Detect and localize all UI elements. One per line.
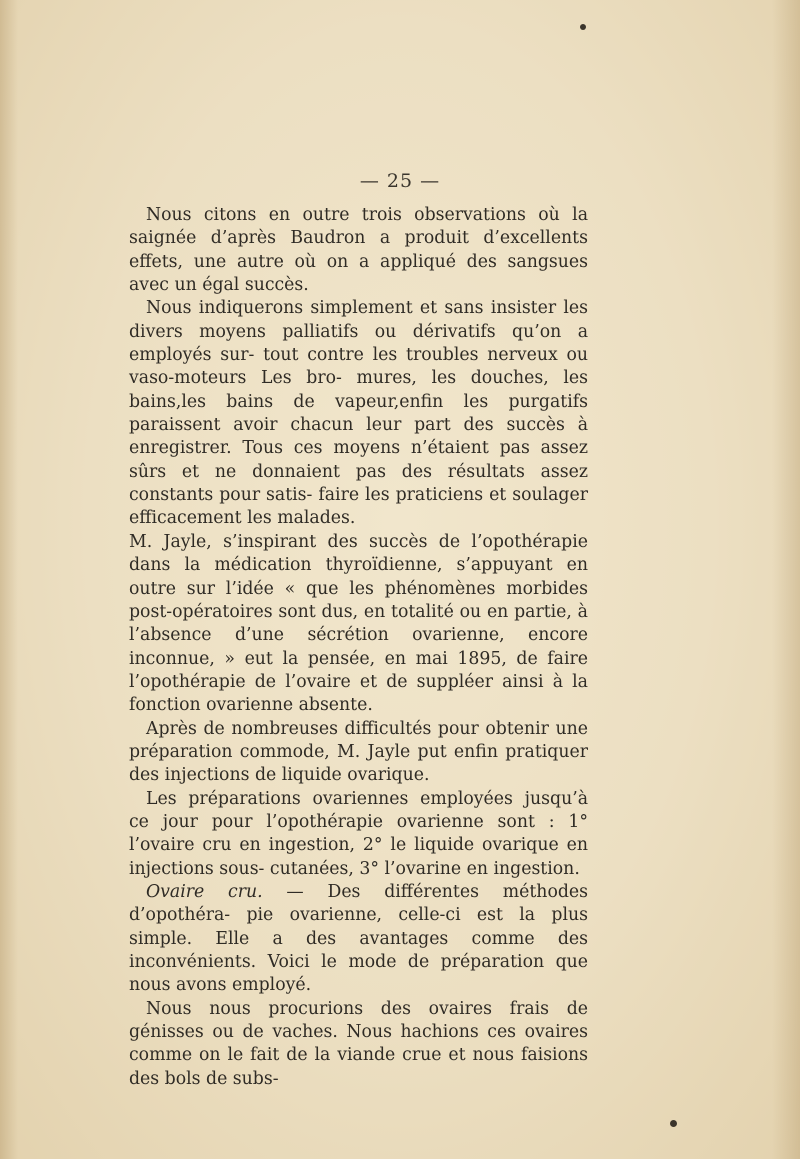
section-text: — Des différentes méthodes d’opothéra- pie ovarienne, celle-ci est la plus simple. Elle a des avantages comme des inconvénients. Voici le mode de préparation que nous avons employé. <box>129 881 589 996</box>
page-number: — 25 — <box>359 170 441 192</box>
paragraph-last: Nous nous procurions des ovaires frais de génisses ou de vaches. Nous hachions ces ovaires comme on le fait de la viande crue et nous faisions des bols de subs- <box>129 998 588 1089</box>
section-heading: Ovaire cru. <box>146 881 263 902</box>
body-text <box>129 204 588 1091</box>
paragraph-2: Nous indiquerons simplement et sans insister les divers moyens palliatifs ou dérivatifs qu’on a employés sur- tout contre les troubles nerveux ou vaso-moteurs Les bro- mures, les douches, les bains,les bains de vapeur,enfin les purgatifs paraissent avoir chacun leur part des succès à enregistrer. Tous ces moyens n’étaient pas assez sûrs et ne donnaient pas des résultats assez constants pour satis- faire les praticiens et soulager efficacement les malades. <box>129 298 588 529</box>
paragraph-4: Après de nombreuses difficultés pour obtenir une préparation commode, M. Jayle put enfin pratiquer des injections de liquide ovarique. <box>129 718 588 786</box>
ink-spot-top <box>580 24 586 30</box>
ink-spot-bottom <box>670 1120 677 1127</box>
paragraph-5: Les préparations ovariennes employées jusqu’à ce jour pour l’opothérapie ovarienne sont : 1° l’ovaire cru en ingestion, 2° le liquide ovarique en injections sous- cutanées, 3° l’ovarine en ingestion. <box>129 788 588 879</box>
paragraph-section <box>129 881 588 998</box>
paragraph-3: M. Jayle, s’inspirant des succès de l’opothérapie dans la médication thyroïdienne, s’appuyant en outre sur l’idée « que les phénomènes morbides post-opératoires sont dus, en totalité ou en partie, à l’absence d’une sécrétion ovarienne, encore inconnue, » eut la pensée, en mai 1895, de faire l’opothérapie de l’ovaire et de suppléer ainsi à la fonction ovarienne absente. <box>129 531 588 716</box>
paragraph-1: Nous citons en outre trois observations où la saignée d’après Baudron a produit d’excellents effets, une autre où on a appliqué des sangsues avec un égal succès. <box>129 205 588 296</box>
